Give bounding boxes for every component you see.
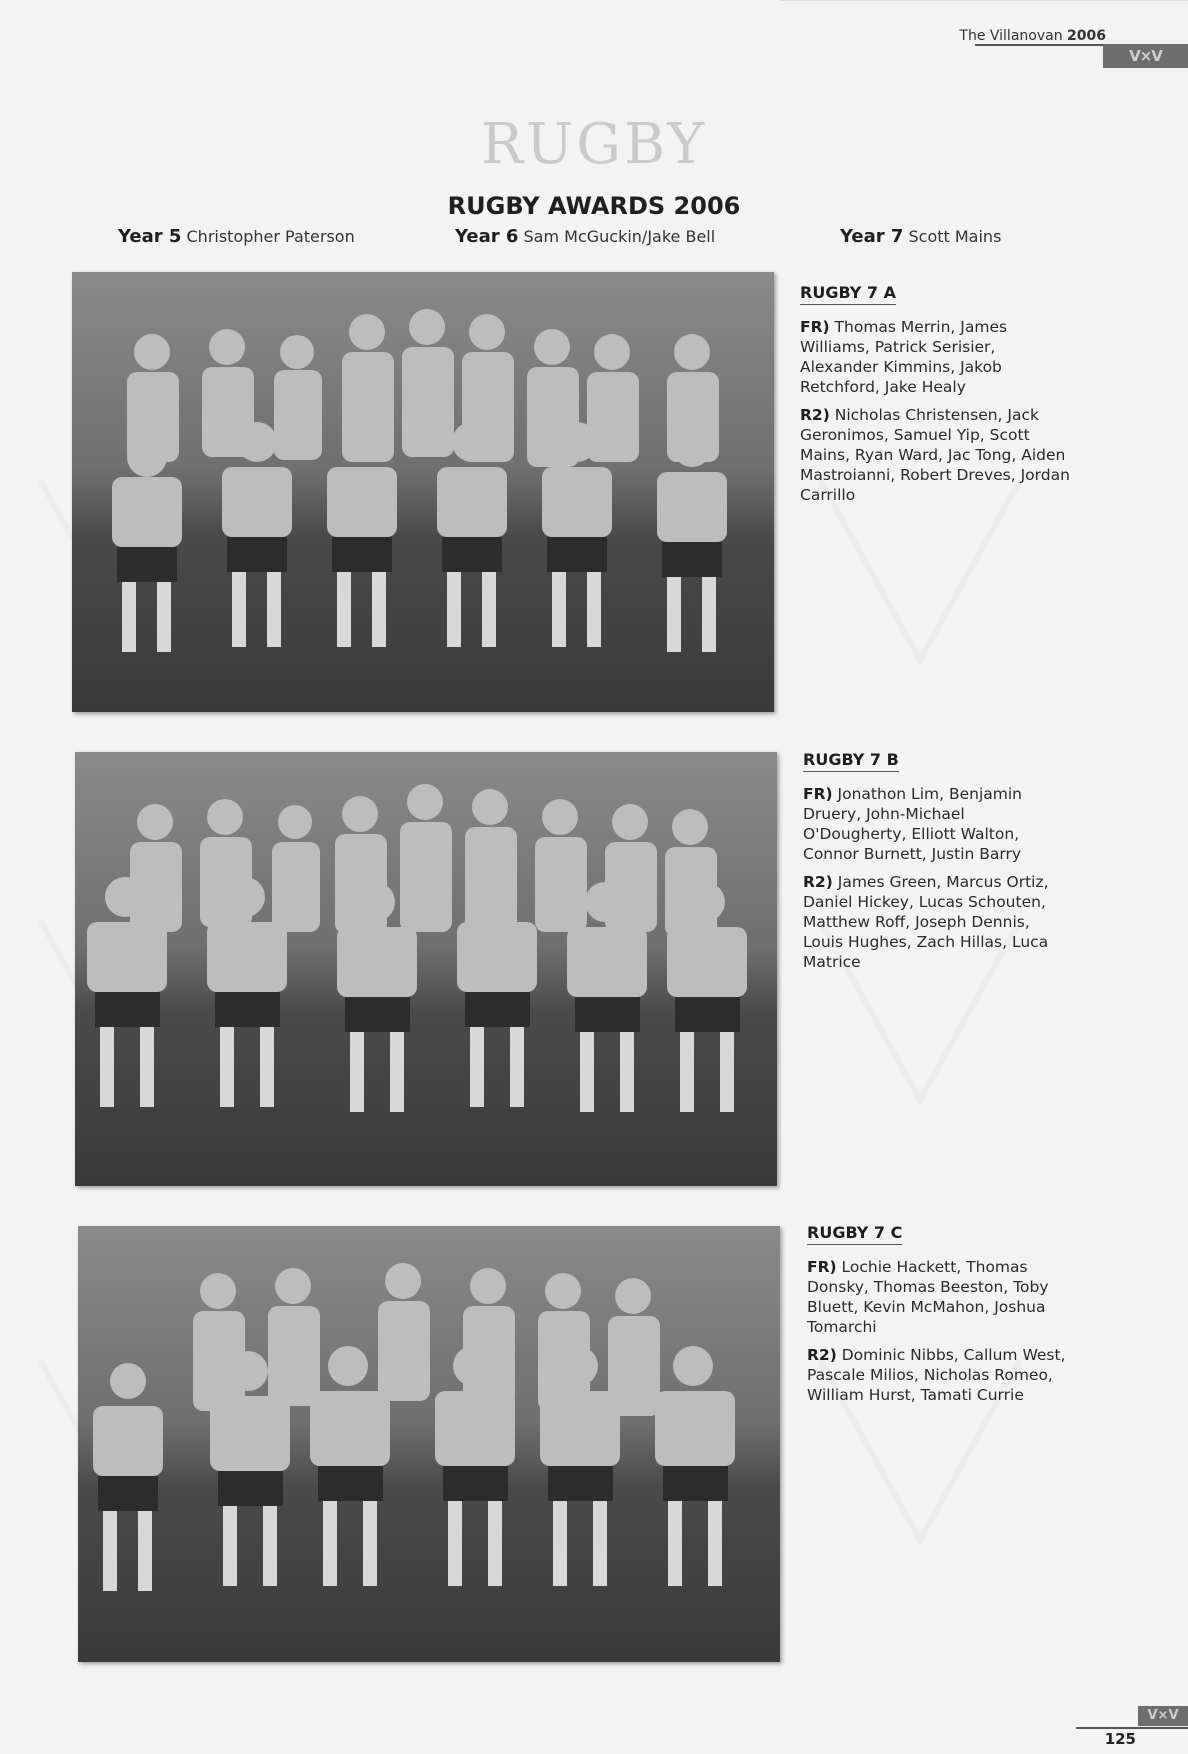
row-names: Thomas Merrin, James Williams, Patrick Serisier, Alexander Kimmins, Jakob Retchford, Jake Healy: [800, 318, 1008, 396]
footer-logo: V×V: [1138, 1706, 1188, 1726]
second-row-names: [803, 872, 1073, 972]
team-7b-roster: [803, 750, 1073, 980]
team-7a-roster: [800, 283, 1070, 513]
team-photo-figures: [75, 752, 777, 1186]
back-row: [130, 784, 717, 937]
team-title: RUGBY 7 B: [803, 750, 899, 772]
running-header: [959, 28, 1106, 44]
row-names: Nicholas Christensen, Jack Geronimos, Samuel Yip, Scott Mains, Ryan Ward, Jac Tong, Aiden Mastroianni, Robert Dreves, Jordan Carrillo: [800, 406, 1070, 504]
award-year-7: [840, 226, 1001, 247]
row-label: FR): [800, 318, 830, 336]
award-name: Sam McGuckin/Jake Bell: [523, 227, 716, 246]
row-names: Dominic Nibbs, Callum West, Pascale Milios, Nicholas Romeo, William Hurst, Tamati Currie: [807, 1346, 1066, 1404]
award-label: Year 5: [118, 226, 182, 247]
award-year-5: [118, 226, 355, 247]
team-title: RUGBY 7 C: [807, 1223, 902, 1245]
page-number: 125: [1104, 1730, 1136, 1748]
team-photo-7c: [78, 1226, 780, 1662]
team-photo-7a: [72, 272, 774, 712]
second-row-names: [800, 405, 1070, 505]
header-rule: [780, 0, 1188, 1]
second-row-names: [807, 1345, 1077, 1405]
row-label: R2): [807, 1346, 837, 1364]
front-row-names: [807, 1257, 1077, 1337]
school-logo: V×V: [1103, 44, 1188, 68]
award-name: Christopher Paterson: [186, 227, 355, 246]
page-title: RUGBY: [480, 112, 708, 177]
team-title: RUGBY 7 A: [800, 283, 896, 305]
team-7c-roster: [807, 1223, 1077, 1413]
award-label: Year 6: [455, 226, 519, 247]
row-names: James Green, Marcus Ortiz, Daniel Hickey, Lucas Schouten, Matthew Roff, Joseph Dennis, Louis Hughes, Zach Hillas, Luca Matrice: [803, 873, 1049, 971]
award-name: Scott Mains: [908, 227, 1002, 246]
row-label: R2): [800, 406, 830, 424]
award-year-6: [455, 226, 715, 247]
awards-heading: RUGBY AWARDS 2006: [447, 192, 741, 220]
award-label: Year 7: [840, 226, 904, 247]
row-label: FR): [807, 1258, 837, 1276]
team-photo-7b: [75, 752, 777, 1186]
row-names: Jonathon Lim, Benjamin Druery, John-Michael O'Dougherty, Elliott Walton, Connor Burnett, Justin Barry: [803, 785, 1022, 863]
footer-bar: [1076, 1727, 1188, 1729]
team-photo-figures: [78, 1226, 780, 1662]
publication-year: 2006: [1067, 28, 1106, 44]
team-photo-figures: [72, 272, 774, 712]
publication-name: The Villanovan: [959, 28, 1063, 44]
back-row: [127, 309, 719, 467]
row-label: R2): [803, 873, 833, 891]
row-label: FR): [803, 785, 833, 803]
row-names: Lochie Hackett, Thomas Donsky, Thomas Beeston, Toby Bluett, Kevin McMahon, Joshua Tomarchi: [807, 1258, 1049, 1336]
front-row-names: [803, 784, 1073, 864]
front-row-names: [800, 317, 1070, 397]
